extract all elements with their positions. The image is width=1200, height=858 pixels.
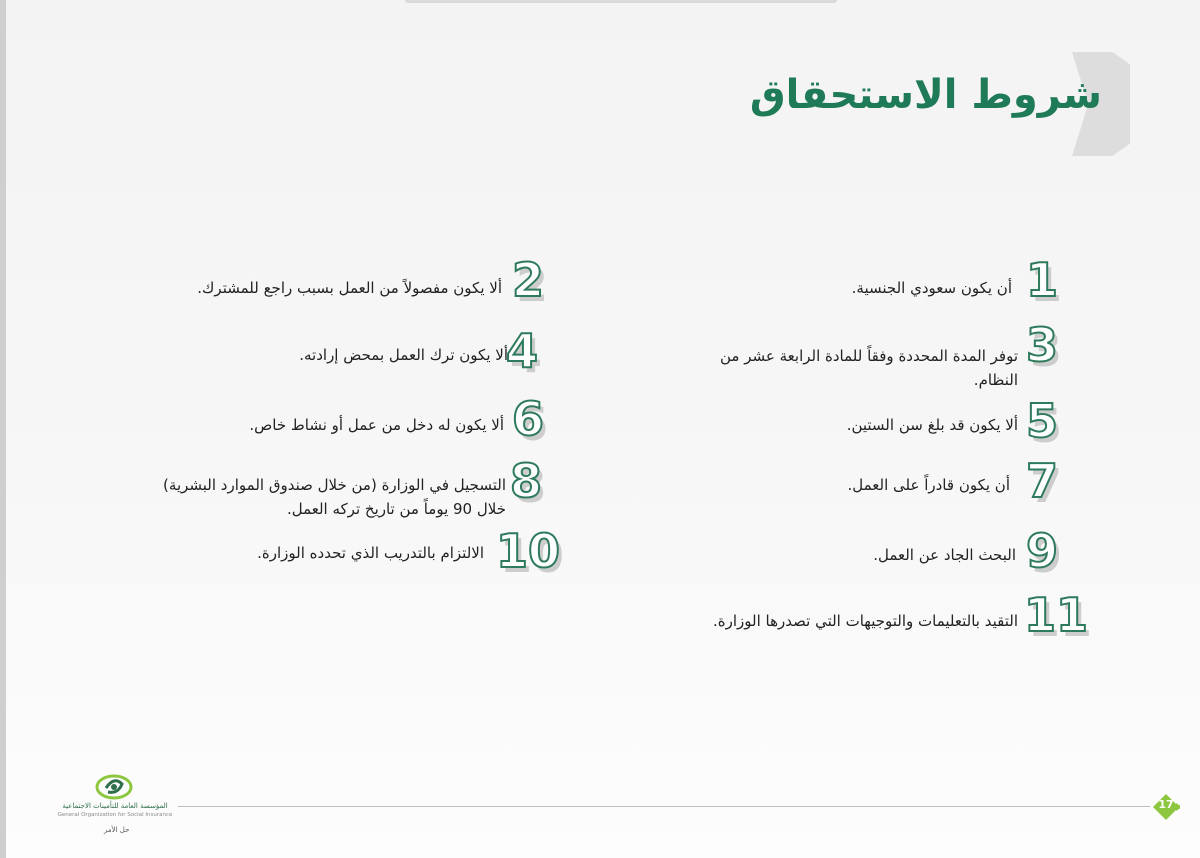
condition-text-line2: خلال 90 يوماً من تاريخ تركه العمل. (286, 500, 506, 518)
condition-text-line2: النظام. (973, 371, 1018, 389)
left-edge-strip (0, 0, 6, 858)
condition-text: ألا يكون له دخل من عمل أو نشاط خاص. (249, 416, 504, 434)
condition-5 (700, 394, 1070, 466)
condition-text: ألا يكون قد بلغ سن الستين. (846, 416, 1018, 434)
condition-text: البحث الجاد عن العمل. (873, 546, 1016, 564)
condition-number: 5 (1026, 394, 1059, 448)
condition-text: الالتزام بالتدريب الذي تحدده الوزارة. (257, 544, 484, 562)
condition-number: 7 (1026, 454, 1059, 508)
condition-10 (230, 524, 561, 596)
page-title: شروط الاستحقاق (749, 72, 1102, 118)
condition-text: ألا يكون ترك العمل بمحض إرادته. (299, 346, 508, 364)
condition-8 (130, 454, 550, 526)
condition-number: 9 (1026, 524, 1059, 578)
footer-divider (178, 806, 1150, 807)
condition-text-line1: توفر المدة المحددة وفقاً للمادة الرابعة عشر من (720, 347, 1018, 365)
condition-6 (220, 392, 550, 464)
page-number: 17 (1158, 798, 1174, 811)
logo-mark-icon (94, 772, 134, 802)
condition-11 (680, 588, 1089, 660)
condition-number: 10 (496, 524, 561, 578)
logo-name-ar: المؤسسة العامة للتأمينات الاجتماعية (62, 802, 168, 810)
top-bar (405, 0, 837, 3)
condition-text: أن يكون سعودي الجنسية. (851, 279, 1012, 297)
condition-number: 11 (1024, 588, 1089, 642)
condition-number: 4 (506, 324, 539, 378)
condition-number: 2 (512, 253, 545, 307)
condition-number: 3 (1026, 318, 1059, 372)
condition-text-line1: التسجيل في الوزارة (من خلال صندوق الموارد البشرية) (163, 476, 506, 494)
condition-text: ألا يكون مفصولاً من العمل بسبب راجع للمشترك. (197, 279, 502, 297)
condition-number: 6 (512, 392, 545, 446)
condition-text: التقيد بالتعليمات والتوجيهات التي تصدرها الوزارة. (712, 612, 1018, 630)
condition-2 (160, 253, 550, 325)
condition-4 (240, 324, 550, 396)
condition-number: 8 (510, 454, 543, 508)
condition-7 (700, 454, 1070, 526)
condition-3 (640, 318, 1070, 390)
condition-text: أن يكون قادراً على العمل. (847, 476, 1010, 494)
logo-name-en: General Organization for Social Insurance (57, 812, 173, 818)
condition-1 (700, 253, 1070, 325)
condition-number: 1 (1026, 253, 1059, 307)
logo-signature: حل الأمر (104, 826, 130, 834)
gosi-logo (56, 770, 174, 850)
condition-9 (700, 524, 1070, 596)
